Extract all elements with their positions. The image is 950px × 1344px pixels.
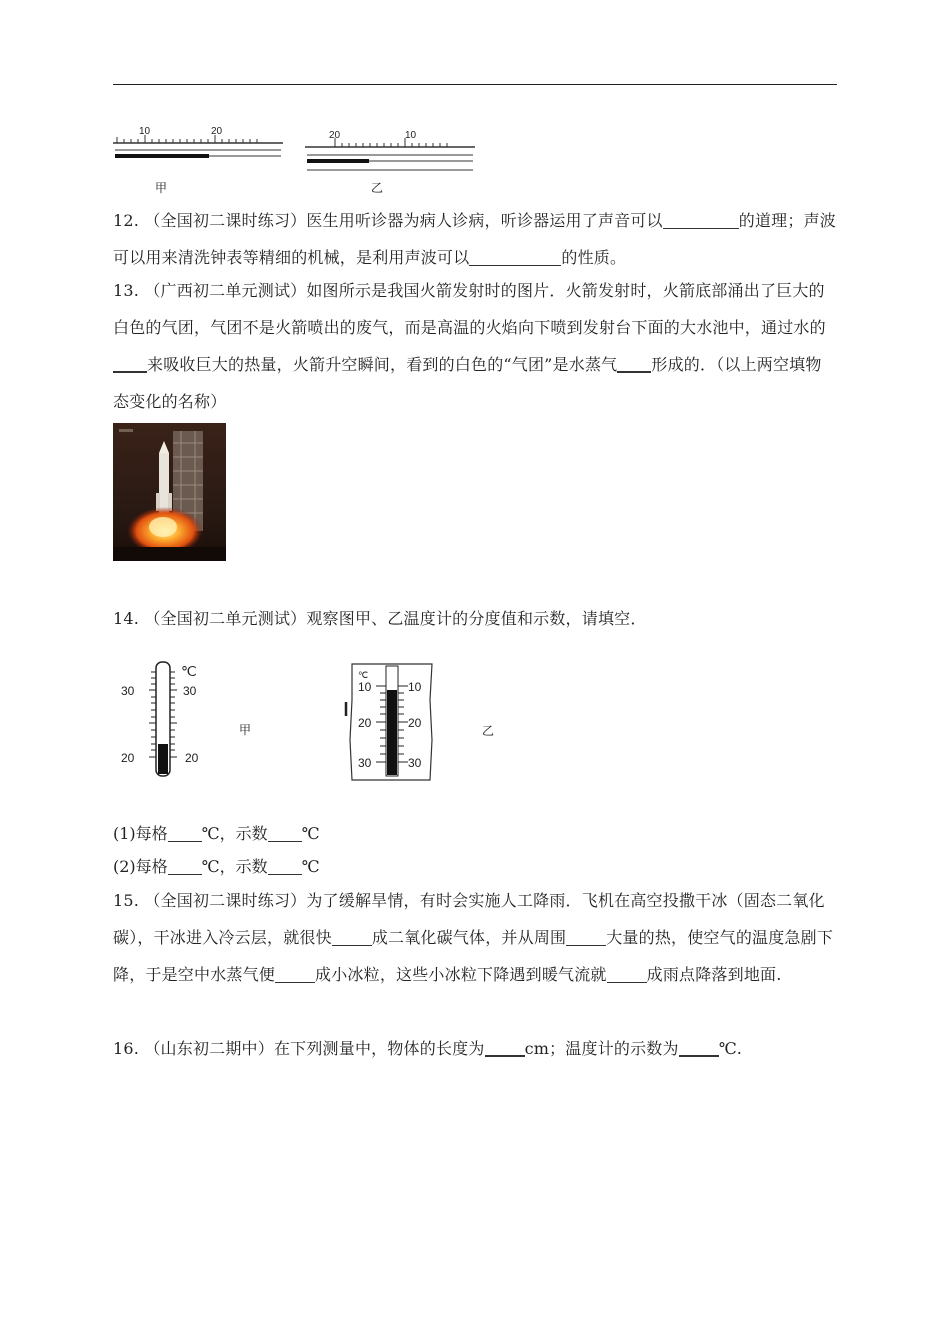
answer-blank[interactable] (275, 966, 315, 983)
answer-blank[interactable] (268, 825, 302, 842)
answer-blank[interactable] (469, 249, 561, 266)
rocket-launch-photo (113, 423, 226, 561)
question-text: 成二氧化碳气体，并从周围 (371, 928, 567, 947)
answer-blank[interactable] (617, 355, 651, 373)
ruler-yi-tick-label: 10 (405, 130, 417, 141)
question-source: （山东初二期中） (144, 1039, 274, 1058)
question-text: 医生用听诊器为病人诊病，听诊器运用了声音可以 (306, 211, 663, 230)
question-12 (113, 202, 837, 276)
question-14 (113, 600, 837, 637)
thermometer-yi-label: 10 (408, 680, 422, 694)
question-14-subitem-1 (113, 822, 319, 846)
question-number: 13. (113, 281, 140, 300)
subitem-text: ℃ (301, 824, 320, 843)
question-16 (113, 1030, 837, 1067)
question-source: （广西初二单元测试） (144, 281, 307, 300)
question-14-subitem-2 (113, 855, 319, 879)
question-text: 成小冰粒，这些小冰粒下降遇到暖气流就 (315, 965, 607, 984)
thermometer-jia-unit: ℃ (181, 663, 197, 679)
thermometer-jia-label: 20 (185, 751, 199, 765)
subitem-text: ℃，示数 (201, 857, 268, 876)
ruler-figure-jia (113, 124, 285, 196)
question-text: 成雨点降落到地面. (646, 965, 782, 984)
question-source: （全国初二单元测试） (144, 609, 307, 628)
answer-blank[interactable] (566, 929, 606, 946)
answer-blank[interactable] (679, 1039, 719, 1057)
thermometer-yi-unit: ℃ (358, 670, 369, 680)
ruler-jia-caption: 甲 (155, 181, 168, 195)
ruler-yi-tick-label: 20 (329, 130, 341, 141)
answer-blank[interactable] (663, 212, 739, 229)
question-number: 14. (113, 609, 140, 628)
thermometer-yi-caption: 乙 (482, 724, 495, 738)
thermometer-jia-label: 30 (121, 684, 135, 698)
thermometer-yi-label: 10 (358, 680, 372, 694)
answer-blank[interactable] (332, 929, 372, 946)
thermometer-yi-label: 20 (358, 716, 372, 730)
question-text: cm；温度计的示数为 (524, 1039, 679, 1058)
question-text: 的道理；声波可以用来清洗钟表等精细的机械，是利用声波可以 (113, 211, 836, 267)
answer-blank[interactable] (168, 858, 202, 875)
question-number: 16. (113, 1039, 140, 1058)
answer-blank[interactable] (168, 825, 202, 842)
thermometer-yi-label: 20 (408, 716, 422, 730)
thermometer-jia-label: 30 (183, 684, 197, 698)
ruler-jia-tick-label: 20 (211, 126, 223, 137)
answer-blank[interactable] (485, 1039, 525, 1057)
question-text: 来吸收巨大的热量，火箭升空瞬间，看到的白色的“气团”是水蒸气 (147, 355, 618, 374)
question-text: 的性质。 (561, 248, 627, 267)
ruler-yi-caption: 乙 (371, 181, 384, 195)
question-15 (113, 882, 837, 993)
thermometer-yi (340, 660, 510, 786)
question-text: 如图所示是我国火箭发射时的图片．火箭发射时，火箭底部涌出了巨大的白色的气团，气团不是火箭喷出的废气，而是高温的火焰向下喷到发射台下面的大水池中，通过水的 (113, 281, 826, 337)
question-source: （全国初二课时练习） (144, 891, 307, 910)
question-text: 大量的热，使空气的温度急剧下降，于是空中水蒸气便 (113, 928, 834, 984)
header-rule (113, 84, 837, 85)
question-text: 在下列测量中，物体的长度为 (273, 1039, 485, 1058)
question-number: 15. (113, 891, 140, 910)
question-text: 形成的．（以上两空填物态变化的名称） (113, 355, 822, 411)
question-text: 观察图甲、乙温度计的分度值和示数，请填空． (306, 609, 647, 628)
subitem-text: ℃ (301, 857, 320, 876)
question-13 (113, 272, 837, 420)
thermometer-jia-label: 20 (121, 751, 135, 765)
thermometer-jia-caption: 甲 (239, 723, 252, 737)
answer-blank[interactable] (607, 966, 647, 983)
thermometer-yi-label: 30 (358, 756, 372, 770)
question-text: 为了缓解旱情，有时会实施人工降雨．飞机在高空投撒干冰（固态二氧化碳），干冰进入冷云层，就很快 (113, 891, 825, 947)
answer-blank[interactable] (113, 355, 147, 373)
ruler-jia-tick-label: 10 (139, 126, 151, 137)
question-number: 12. (113, 211, 140, 230)
thermometer-jia (113, 656, 263, 786)
question-source: （全国初二课时练习） (144, 211, 307, 230)
thermometer-yi-label: 30 (408, 756, 422, 770)
subitem-text: ℃，示数 (201, 824, 268, 843)
ruler-figure-yi (305, 124, 477, 196)
question-text: ℃. (718, 1039, 743, 1058)
subitem-text: (2)每格 (113, 857, 168, 876)
subitem-text: (1)每格 (113, 824, 168, 843)
answer-blank[interactable] (268, 858, 302, 875)
